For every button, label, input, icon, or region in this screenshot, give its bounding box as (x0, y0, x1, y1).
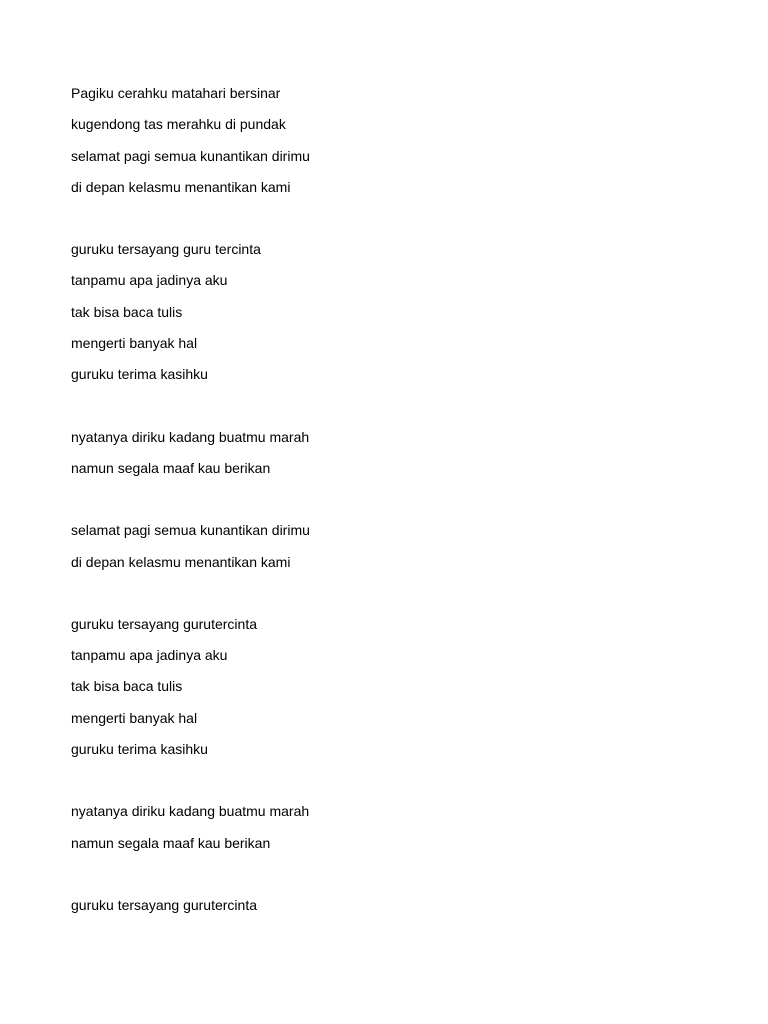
lyric-line: tak bisa baca tulis (71, 678, 183, 695)
lyric-line: guruku tersayang guru tercinta (71, 241, 261, 258)
stanza-4 (71, 515, 711, 578)
lyric-line: nyatanya diriku kadang buatmu marah (71, 803, 310, 820)
lyric-line: di depan kelasmu menantikan kami (71, 178, 291, 195)
lyric-line: tanpamu apa jadinya aku (71, 647, 228, 664)
lyric-line: mengerti banyak hal (71, 709, 198, 726)
lyric-line: Pagiku cerahku matahari bersinar (71, 85, 281, 101)
lyric-line: guruku terima kasihku (71, 366, 208, 383)
stanza-3 (71, 422, 711, 485)
lyric-line: di depan kelasmu menantikan kami (71, 553, 291, 570)
lyric-line: guruku terima kasihku (71, 741, 208, 758)
song-lyrics (71, 78, 711, 921)
lyric-line: namun segala maaf kau berikan (71, 459, 271, 476)
lyric-line: tanpamu apa jadinya aku (71, 272, 228, 289)
lyric-line: selamat pagi semua kunantikan dirimu (71, 522, 310, 539)
stanza-7 (71, 890, 711, 921)
lyric-line: guruku tersayang gurutercinta (71, 896, 257, 913)
lyric-line: guruku tersayang gurutercinta (71, 615, 257, 632)
stanza-5 (71, 609, 711, 765)
lyric-line: tak bisa baca tulis (71, 303, 183, 320)
stanza-2 (71, 234, 711, 390)
lyric-line: nyatanya diriku kadang buatmu marah (71, 428, 310, 445)
lyric-line: mengerti banyak hal (71, 335, 198, 352)
lyric-line: kugendong tas merahku di pundak (71, 116, 286, 133)
stanza-6 (71, 796, 711, 859)
lyric-line: selamat pagi semua kunantikan dirimu (71, 147, 310, 164)
lyric-line: namun segala maaf kau berikan (71, 834, 271, 851)
stanza-1 (71, 78, 711, 203)
